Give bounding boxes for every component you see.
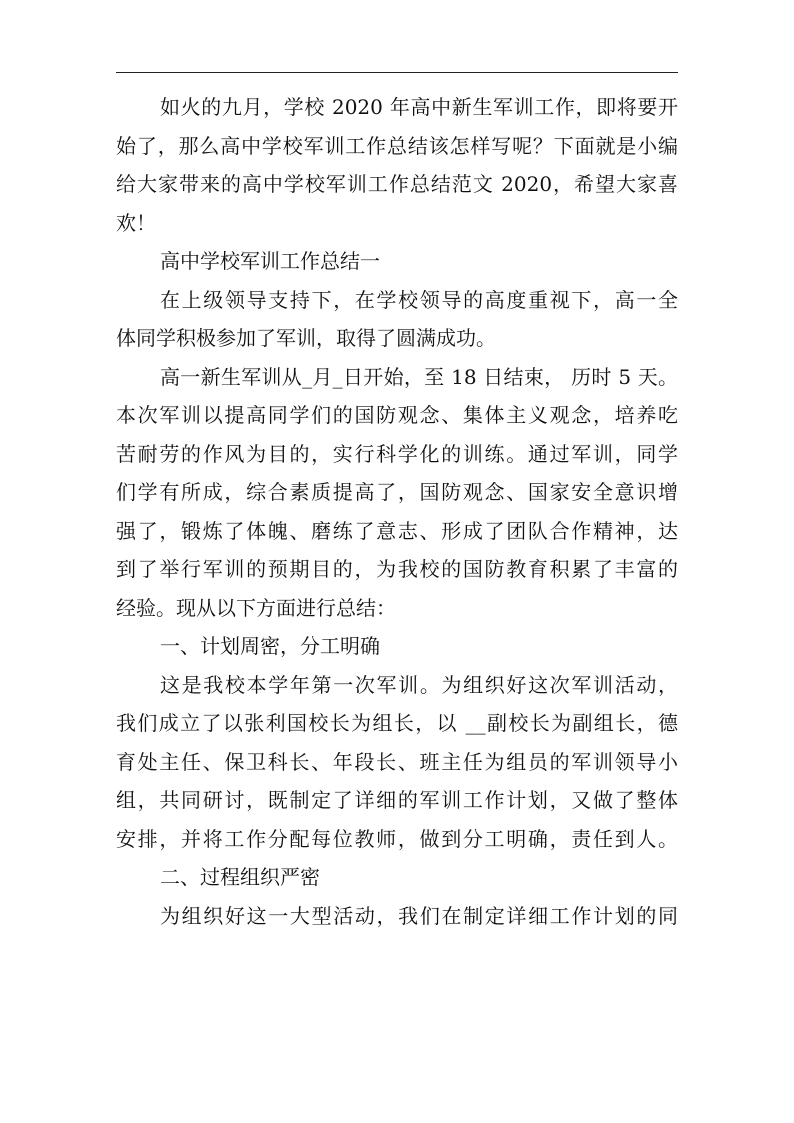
- text-line: 育处主任、保卫科长、年段长、班主任为组员的军训领导小: [116, 749, 678, 774]
- text-line: 们学有所成，综合素质提高了，国防观念、国家安全意识增: [116, 480, 678, 504]
- text-line: 安排，并将工作分配每位教师，做到分工明确，责任到人。: [116, 826, 678, 851]
- text-line: 体同学积极参加了军训，取得了圆满成功。: [116, 326, 496, 350]
- text-line: 经验。现从以下方面进行总结：: [116, 595, 396, 620]
- text-line: 为组织好这一大型活动，我们在制定详细工作计划的同: [160, 903, 678, 928]
- text-line: 组，共同研讨，既制定了详细的军训工作计划，又做了整体: [116, 788, 678, 812]
- text-line: 在上级领导支持下，在学校领导的高度重视下，高一全: [160, 287, 678, 312]
- text-line: 这是我校本学年第一次军训。为组织好这次军训活动，: [160, 672, 678, 697]
- text-line: 强了，锻炼了体魄、磨练了意志、形成了团队合作精神，达: [116, 518, 678, 543]
- text-line: 给大家带来的高中学校军训工作总结范文 2020，希望大家喜: [116, 172, 678, 196]
- text-line: 二、过程组织严密: [160, 865, 320, 889]
- text-line: 始了，那么高中学校军训工作总结该怎样写呢？下面就是小编: [116, 133, 678, 158]
- document-body: [116, 88, 678, 935]
- text-line: 我们成立了以张利国校长为组长，以 __副校长为副组长，德: [116, 711, 678, 735]
- text-line: 到了举行军训的预期目的，为我校的国防教育积累了丰富的: [116, 557, 678, 581]
- text-line: 高中学校军训工作总结一: [160, 249, 380, 273]
- text-line: 如火的九月，学校 2020 年高中新生军训工作，即将要开: [160, 95, 678, 119]
- text-line: 本次军训以提高同学们的国防观念、集体主义观念，培养吃: [116, 403, 678, 427]
- text-line: 高一新生军训从_月_日开始，至 18 日结束， 历时 5 天。: [160, 364, 678, 389]
- text-line: 欢！: [116, 210, 156, 235]
- text-line: 苦耐劳的作风为目的，实行科学化的训练。通过军训，同学: [116, 441, 678, 466]
- text-line: 一、计划周密，分工明确: [160, 634, 380, 658]
- header-rule: [116, 72, 678, 73]
